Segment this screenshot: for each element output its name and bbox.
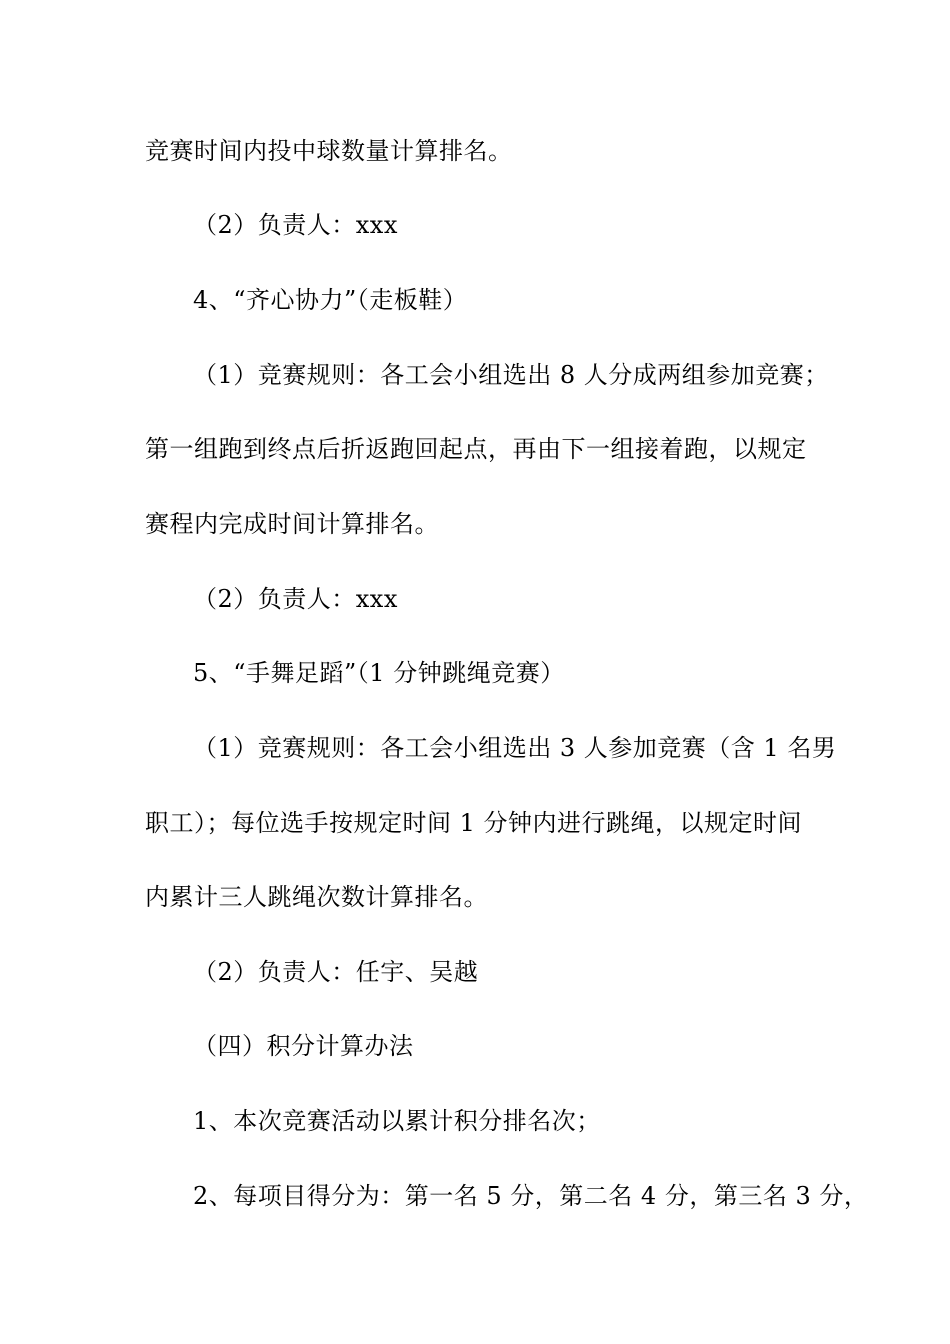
paragraph-line: （1）竞赛规则：各工会小组选出 3 人参加竞赛（含 1 名男 [193, 734, 837, 762]
paragraph-line: 1、本次竞赛活动以累计积分排名次； [193, 1107, 601, 1135]
paragraph-line: （2）负责人：任宇、吴越 [193, 958, 479, 986]
paragraph-line: （1）竞赛规则：各工会小组选出 8 人分成两组参加竞赛； [193, 361, 829, 389]
paragraph-line: 2、每项目得分为：第一名 5 分，第二名 4 分，第三名 3 分， [193, 1182, 869, 1210]
paragraph-line: （2）负责人：xxx [193, 211, 398, 239]
section-heading: 5、“手舞足蹈”（1 分钟跳绳竞赛） [193, 659, 565, 687]
section-heading: 4、“齐心协力”（走板鞋） [193, 286, 468, 314]
paragraph-line: 内累计三人跳绳次数计算排名。 [145, 883, 488, 911]
section-heading: （四）积分计算办法 [193, 1032, 414, 1060]
paragraph-line: 赛程内完成时间计算排名。 [145, 510, 439, 538]
paragraph-line: 第一组跑到终点后折返跑回起点，再由下一组接着跑，以规定 [145, 435, 807, 463]
paragraph-line: 职工）；每位选手按规定时间 1 分钟内进行跳绳，以规定时间 [145, 809, 803, 837]
paragraph-line: （2）负责人：xxx [193, 585, 398, 613]
paragraph-line: 竞赛时间内投中球数量计算排名。 [145, 137, 513, 165]
